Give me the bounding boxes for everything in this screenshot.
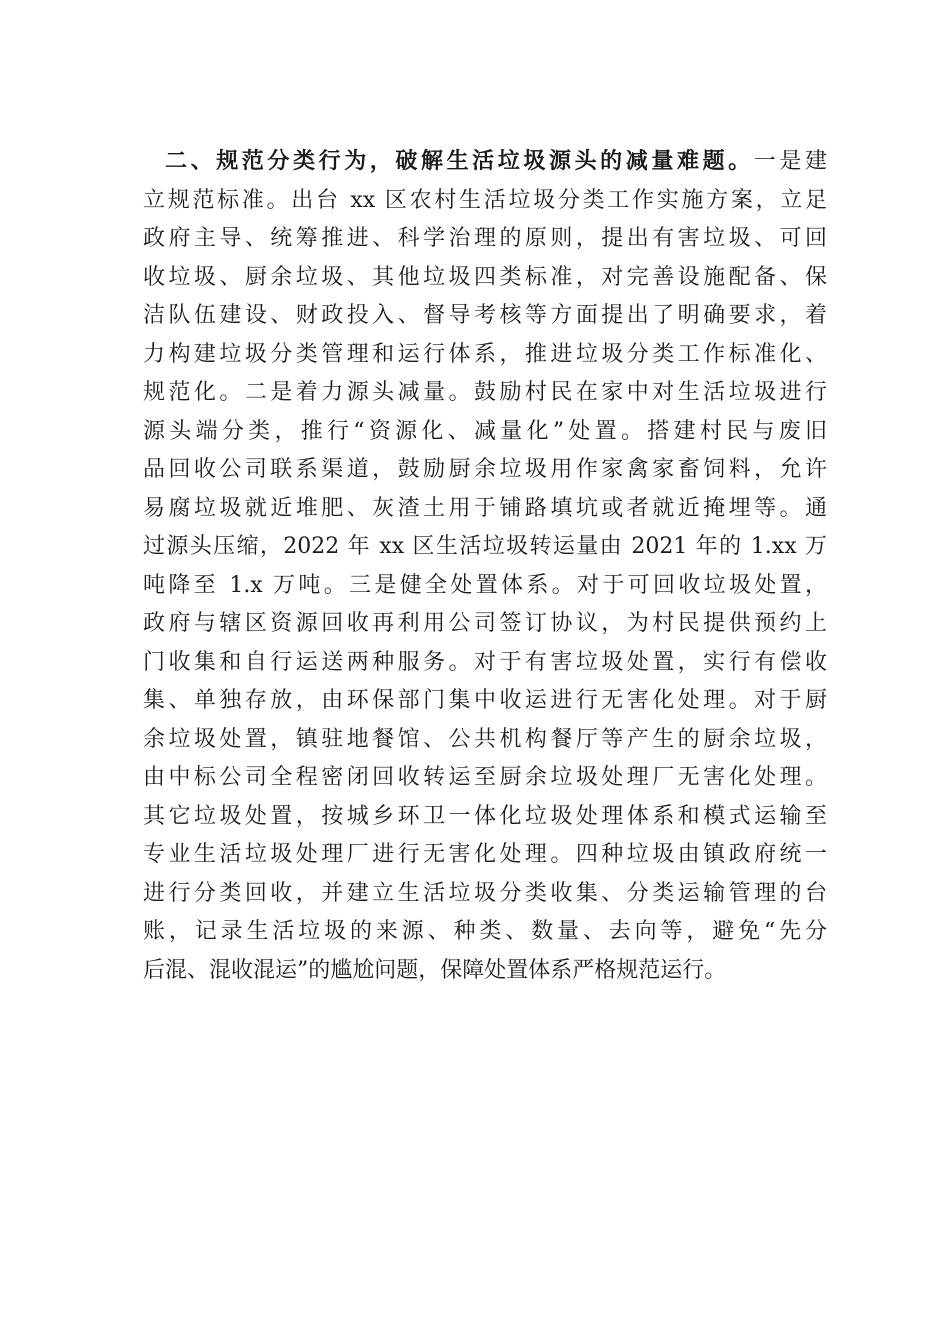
paragraph-line: 洁队伍建设、财政投入、督导考核等方面提出了明确要求，着 (143, 303, 827, 328)
paragraph-line: 过源头压缩，2022 年 xx 区生活垃圾转运量由 2021 年的 1.xx 万 (143, 534, 827, 559)
paragraph-line: 立规范标准。出台 xx 区农村生活垃圾分类工作实施方案，立足 (143, 187, 827, 213)
paragraph-line: 专业生活垃圾处理厂进行无害化处理。四种垃圾由镇政府统一 (143, 842, 827, 867)
paragraph-line-1 (143, 143, 827, 182)
paragraph-line: 门收集和自行运送两种服务。对于有害垃圾处置，实行有偿收 (143, 649, 827, 675)
paragraph-line: 账，记录生活垃圾的来源、种类、数量、去向等，避免“先分 (143, 919, 827, 944)
paragraph-line: 政府与辖区资源回收再利用公司签订协议，为村民提供预约上 (143, 611, 827, 636)
paragraph-line: 源头端分类，推行“资源化、减量化”处置。搭建村民与废旧 (143, 418, 827, 444)
paragraph-line: 由中标公司全程密闭回收转运至厨余垃圾处理厂无害化处理。 (143, 765, 827, 790)
section-heading: 二、规范分类行为，破解生活垃圾源头的减量难题。 (165, 149, 754, 174)
paragraph-line: 吨降至 1.x 万吨。三是健全处置体系。对于可回收垃圾处置， (143, 572, 827, 598)
paragraph-line: 品回收公司联系渠道，鼓励厨余垃圾用作家禽家畜饲料，允许 (143, 457, 827, 482)
paragraph-line: 其它垃圾处置，按城乡环卫一体化垃圾处理体系和模式运输至 (143, 803, 827, 829)
paragraph-line: 力构建垃圾分类管理和运行体系，推进垃圾分类工作标准化、 (143, 341, 827, 367)
paragraph-line: 收垃圾、厨余垃圾、其他垃圾四类标准，对完善设施配备、保 (143, 264, 827, 290)
paragraph-line: 政府主导、统筹推进、科学治理的原则，提出有害垃圾、可回 (143, 226, 827, 251)
paragraph-line: 进行分类回收，并建立生活垃圾分类收集、分类运输管理的台 (143, 880, 827, 906)
paragraph-line: 规范化。二是着力源头减量。鼓励村民在家中对生活垃圾进行 (143, 380, 827, 405)
heading-line-tail: 一是建 (753, 149, 827, 174)
paragraph-line: 余垃圾处置，镇驻地餐馆、公共机构餐厅等产生的厨余垃圾， (143, 726, 827, 752)
paragraph-line: 集、单独存放，由环保部门集中收运进行无害化处理。对于厨 (143, 688, 827, 713)
paragraph-line: 易腐垃圾就近堆肥、灰渣土用于铺路填坑或者就近掩埋等。通 (143, 495, 827, 521)
document-body (143, 143, 827, 990)
paragraph-line-last: 后混、混收混运”的尴尬问题，保障处置体系严格规范运行。 (143, 957, 727, 983)
